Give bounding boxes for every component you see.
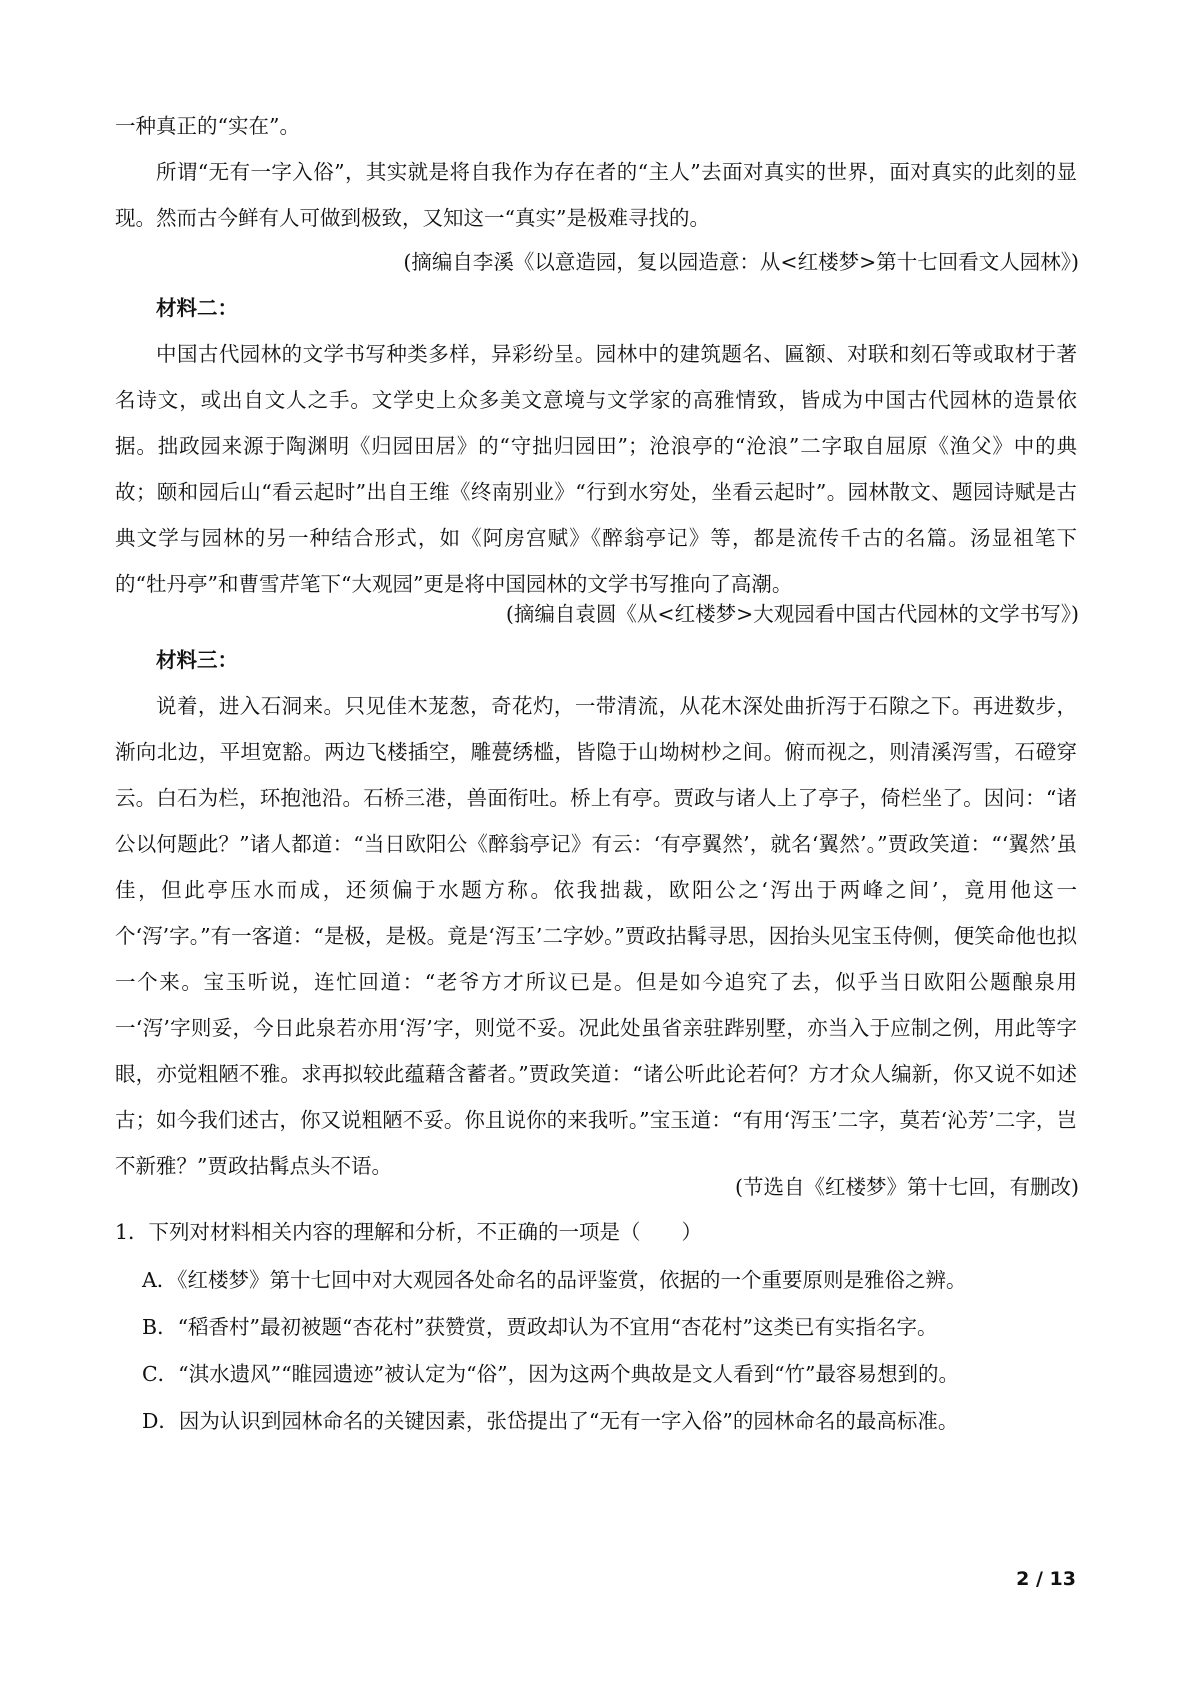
paragraph-continuation: 一种真正的“实在”。 [115, 114, 300, 138]
question-stem: 1．下列对材料相关内容的理解和分析，不正确的一项是（ ） [115, 1220, 703, 1244]
option-b: B．“稻香村”最初被题“杏花村”获赞赏，贾政却认为不宜用“杏花村”这类已有实指名字。 [142, 1315, 938, 1339]
source-citation-3: (节选自《红楼梦》第十七回，有删改) [735, 1175, 1079, 1199]
option-c: C．“淇水遗风”“睢园遗迹”被认定为“俗”，因为这两个典故是文人看到“竹”最容易想到的。 [142, 1362, 960, 1386]
option-d: D．因为认识到园林命名的关键因素，张岱提出了“无有一字入俗”的园林命名的最高标准。 [142, 1409, 959, 1433]
source-citation-2: (摘编自袁圆《从<红楼梦>大观园看中国古代园林的文学书写》) [505, 602, 1079, 626]
option-a: A．《红楼梦》第十七回中对大观园各处命名的品评鉴赏，依据的一个重要原则是雅俗之辨。 [142, 1268, 967, 1292]
paragraph-material-2: 中国古代园林的文学书写种类多样，异彩纷呈。园林中的建筑题名、匾额、对联和刻石等或取材于著名诗文，或出自文人之手。文学史上众多美文意境与文学家的高雅情致，皆成为中国古代园林的造景依据。拙政园来源于陶渊明《归园田居》的“守拙归园田”；沧浪亭的“沧浪”二字取自屈原《渔父》中的典故；颐和园后山“看云起时”出自王维《终南别业》“行到水穷处，坐看云起时”。园林散文、题园诗赋是古典文学与园林的另一种结合形式，如《阿房宫赋》《醉翁亭记》等，都是流传千古的名篇。汤显祖笔下的“牡丹亭”和曹雪芹笔下“大观园”更是将中国园林的文学书写推向了高潮。 [115, 342, 1077, 596]
source-citation-1: (摘编自李溪《以意造园，复以园造意：从<红楼梦>第十七回看文人园林》) [403, 250, 1079, 274]
page-number: 2 / 13 [1016, 1568, 1076, 1590]
heading-material-3: 材料三： [156, 648, 238, 672]
heading-material-2: 材料二： [156, 296, 238, 320]
paragraph-material-3: 说着，进入石洞来。只见佳木茏葱，奇花灼，一带清流，从花木深处曲折泻于石隙之下。再进数步，渐向北边，平坦宽豁。两边飞楼插空，雕甍绣槛，皆隐于山坳树杪之间。俯而视之，则清溪泻雪，石磴穿云。白石为栏，环抱池沿。石桥三港，兽面衔吐。桥上有亭。贾政与诸人上了亭子，倚栏坐了。因问：“诸公以何题此？”诸人都道：“当日欧阳公《醉翁亭记》有云：‘有亭翼然’，就名‘翼然’。”贾政笑道：“‘翼然’虽佳，但此亭压水而成，还须偏于水题方称。依我拙裁，欧阳公之‘泻出于两峰之间’，竟用他这一个‘泻’字。”有一客道：“是极，是极。竟是‘泻玉’二字妙。”贾政拈髯寻思，因抬头见宝玉侍侧，便笑命他也拟一个来。宝玉听说，连忙回道：“老爷方才所议已是。但是如今追究了去，似乎当日欧阳公题酿泉用一‘泻’字则妥，今日此泉若亦用‘泻’字，则觉不妥。况此处虽省亲驻跸别墅，亦当入于应制之例，用此等字眼，亦觉粗陋不雅。求再拟较此蕴藉含蓄者。”贾政笑道：“诸公听此论若何？方才众人编新，你又说不如述古；如今我们述古，你又说粗陋不妥。你且说你的来我听。”宝玉道：“有用‘泻玉’二字，莫若‘沁芳’二字，岂不新雅？”贾政拈髯点头不语。 [115, 694, 1077, 1178]
paragraph-material1-conclusion: 所谓“无有一字入俗”，其实就是将自我作为存在者的“主人”去面对真实的世界，面对真实的此刻的显现。然而古今鲜有人可做到极致，又知这一“真实”是极难寻找的。 [115, 160, 1077, 230]
